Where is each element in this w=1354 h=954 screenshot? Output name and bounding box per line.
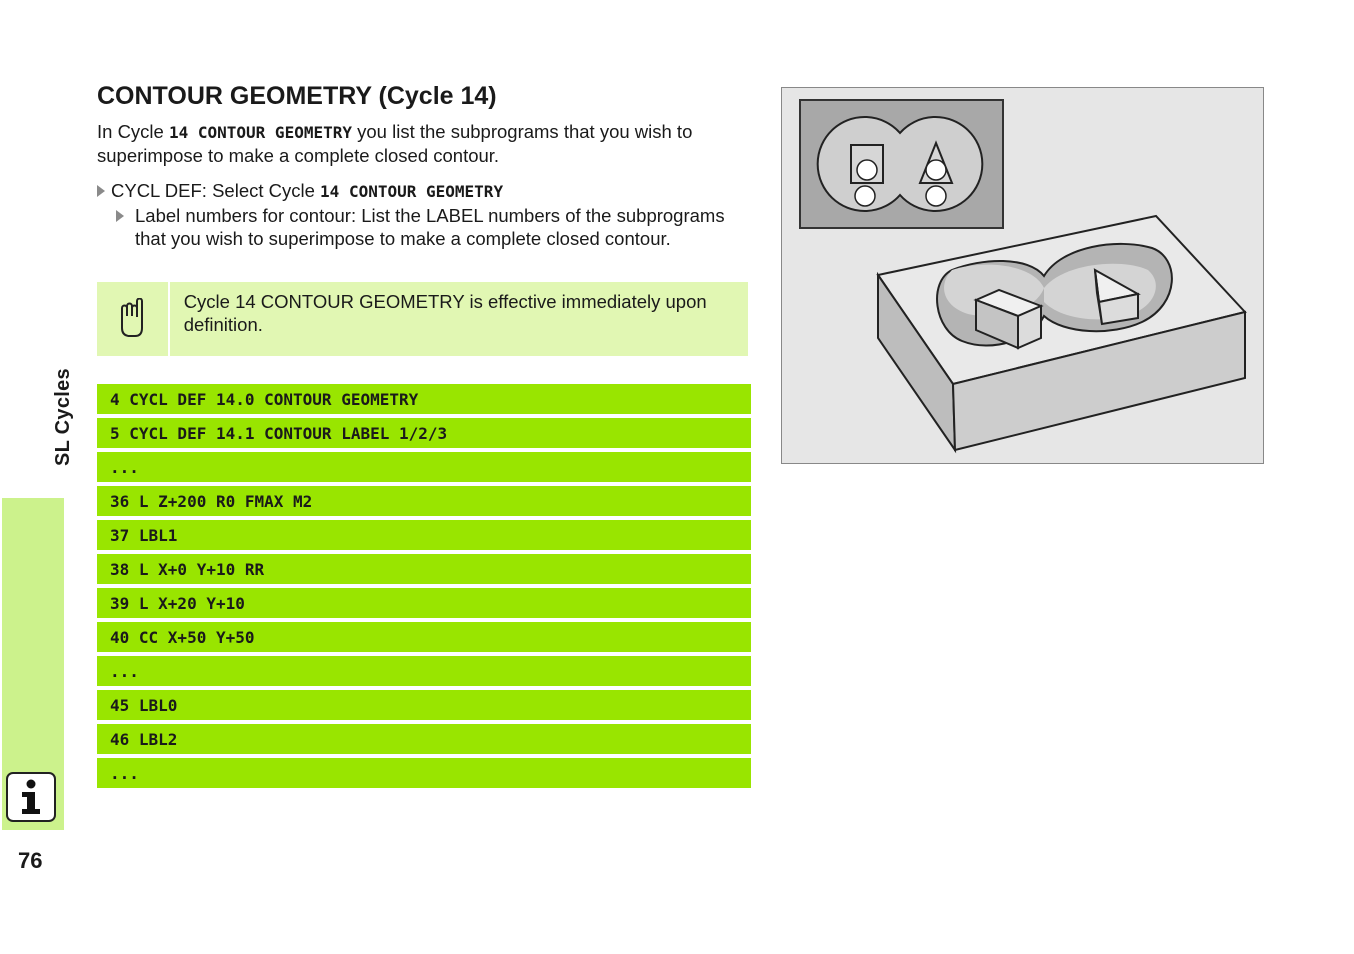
info-glyph xyxy=(14,778,48,816)
top-view-point xyxy=(857,160,877,180)
code-line: 39 L X+20 Y+10 xyxy=(97,588,751,618)
top-view-point xyxy=(926,160,946,180)
step-cycl-def xyxy=(97,180,503,204)
code-line: 37 LBL1 xyxy=(97,520,751,550)
code-line: 45 LBL0 xyxy=(97,690,751,720)
hand-icon xyxy=(97,282,170,356)
code-line: ... xyxy=(97,452,751,482)
hand-glyph xyxy=(115,298,149,340)
triangle-right-icon xyxy=(97,185,105,197)
code-line: 36 L Z+200 R0 FMAX M2 xyxy=(97,486,751,516)
step2-text: Label numbers for contour: List the LABEL numbers of the subprograms that you wish to superimpose to make a complete closed contour. xyxy=(135,205,725,249)
code-line: 4 CYCL DEF 14.0 CONTOUR GEOMETRY xyxy=(97,384,751,414)
intro-text-before: In Cycle xyxy=(97,121,169,142)
intro-paragraph xyxy=(97,121,757,167)
top-view-point xyxy=(855,186,875,206)
code-line: ... xyxy=(97,758,751,788)
contour-figure-svg xyxy=(782,88,1263,463)
section-label: SL Cycles xyxy=(52,368,74,466)
intro-text-after: you list the subprograms that you wish to superimpose to make a complete closed contour. xyxy=(97,121,693,166)
intro-code: 14 CONTOUR GEOMETRY xyxy=(168,123,352,142)
step-label-numbers xyxy=(116,205,736,250)
step1-text: CYCL DEF: Select Cycle xyxy=(111,180,321,201)
code-line: 5 CYCL DEF 14.1 CONTOUR LABEL 1/2/3 xyxy=(97,418,751,448)
top-view-point xyxy=(926,186,946,206)
triangle-right-icon xyxy=(116,210,124,222)
step1-code: 14 CONTOUR GEOMETRY xyxy=(320,182,504,201)
contour-illustration xyxy=(781,87,1264,464)
nc-program-listing xyxy=(97,384,751,792)
note-box xyxy=(97,282,748,356)
code-line: ... xyxy=(97,656,751,686)
page-title: CONTOUR GEOMETRY (Cycle 14) xyxy=(97,82,497,110)
code-line: 38 L X+0 Y+10 RR xyxy=(97,554,751,584)
code-line: 46 LBL2 xyxy=(97,724,751,754)
page-number: 76 xyxy=(18,848,43,873)
note-text: Cycle 14 CONTOUR GEOMETRY is effective immediately upon definition. xyxy=(183,291,707,335)
code-line: 40 CC X+50 Y+50 xyxy=(97,622,751,652)
info-icon[interactable] xyxy=(6,772,56,822)
